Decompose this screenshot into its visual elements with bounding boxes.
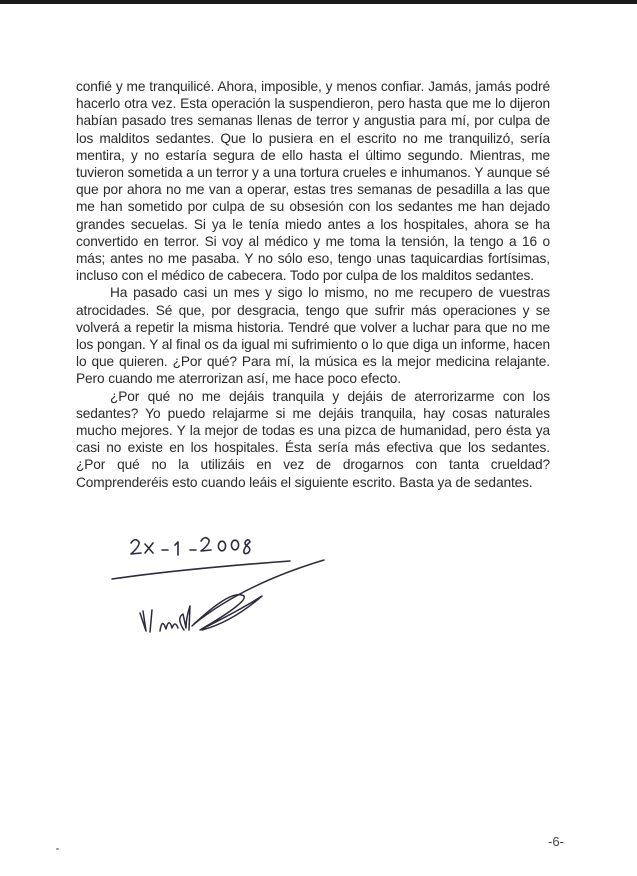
letter-body [76, 78, 550, 491]
paragraph-2: Ha pasado casi un mes y sigo lo mismo, no me recupero de vuestras atrocidades. Sé que, por desgracia, tengo que sufrir más operaciones y se volverá a repetir la misma historia. Tendré que volver a luchar para que no me los pongan. Y al final os da igual mi sufrimiento o lo que diga un informe, hacen lo que quieren. ¿Por qué? Para mí, la música es la mejor medicina relajante. Pero cuando me aterrorizan así, me hace poco efecto. [76, 285, 550, 387]
scan-speck [56, 848, 59, 850]
handwritten-date-and-signature [100, 520, 420, 670]
paragraph-1: confié y me tranquilicé. Ahora, imposible, y menos confiar. Jamás, jamás podré hacerlo otra vez. Esta operación la suspendieron, pero hasta que me lo dijeron habían pasado tres semanas llenas de terror y angustia para mí, por culpa de los malditos sedantes. Que lo pusiera en el escrito no me tranquilizó, sería mentira, y no estaría segura de ello hasta el último segundo. Mientras, me tuvieron sometida a un terror y a una tortura crueles e inhumanos. Y aunque sé que por ahora no me van a operar, estas tres semanas de pesadilla a las que me han sometido por culpa de su obsesión con los sedantes me han dejado grandes secuelas. Si ya le tenía miedo antes a los hospitales, ahora se ha convertido en terror. Si voy al médico y me toma la tensión, la tengo a 16 o más; antes no me pasaba. Y no sólo eso, tengo unas taquicardias fortísimas, incluso con el médico de cabecera. Todo por culpa de los malditos sedantes. [76, 79, 550, 284]
scan-top-edge [0, 0, 637, 4]
handwritten-date [112, 538, 290, 579]
signature [140, 560, 324, 632]
paragraph-3: ¿Por qué no me dejáis tranquila y dejáis de aterrorizarme con los sedantes? Yo puedo relajarme si me dejáis tranquila, hay cosas naturales mucho mejores. Y la mejor de todas es una pizca de humanidad, pero ésta ya casi no existe en los hospitales. Ésta sería más efectiva que los sedantes. ¿Por qué no la utilizáis en vez de drogarnos con tanta crueldad? Comprenderéis esto cuando leáis el siguiente escrito. Basta ya de sedantes. [76, 388, 550, 490]
page-number: -6- [548, 834, 564, 849]
